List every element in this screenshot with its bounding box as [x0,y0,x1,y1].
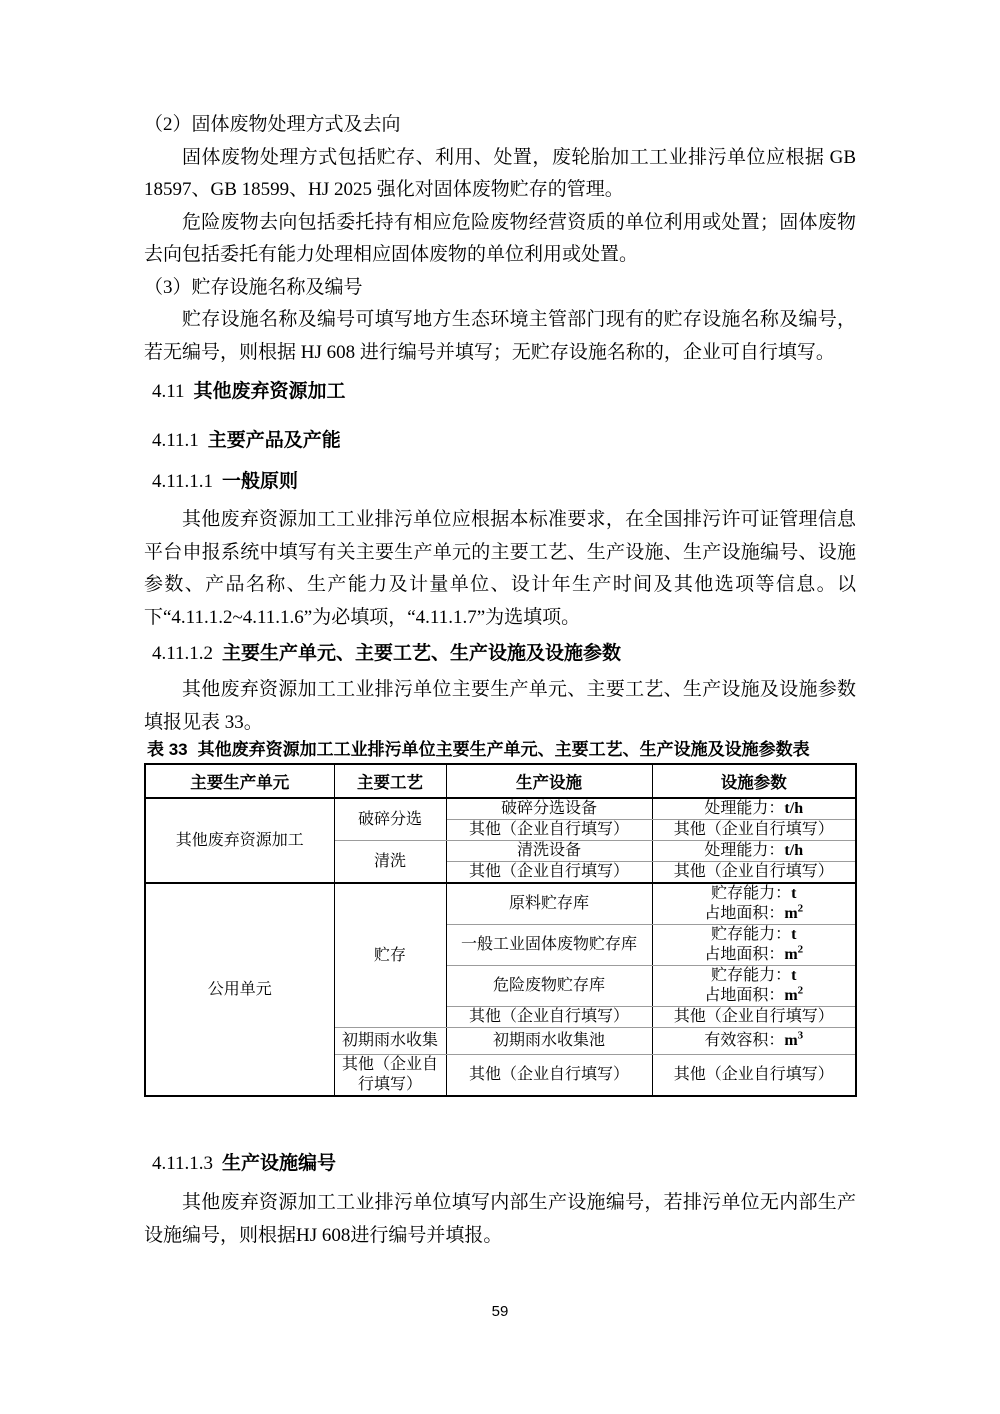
paragraph-solid-waste-handling: 固体废物处理方式包括贮存、利用、处置，废轮胎加工工业排污单位应根据 GB 18597、GB 18599、HJ 2025 强化对固体废物贮存的管理。 [144,146,856,200]
cell-unit-public-utility: 公用单元 [145,883,334,1096]
param-line: 贮存能力：t [711,967,797,984]
cell-parameter: 其他（企业自行填写） [652,1007,856,1028]
cell-facility: 一般工业固体废物贮存库 [446,925,652,966]
param-line: 贮存能力：t [711,885,797,902]
paragraph-general-principles: 其他废弃资源加工工业排污单位应根据本标准要求，在全国排污许可证管理信息平台申报系统中填写有关主要生产单元的主要工艺、生产设施、生产设施编号、设施参数、产品名称、生产能力及计量单位、设计年生产时间及其他选项等信息。以下“4.11.1.2~4.11.1.6”为必填项，“4.11.1.7”为选填项。 [144,509,856,628]
section-title: 主要生产单元、主要工艺、生产设施及设施参数 [222,643,622,664]
table-caption-number: 表 33 [147,740,188,759]
section-heading-4-11-1 [152,426,856,456]
cell-parameter: 处理能力：t/h [652,841,856,862]
param-line: 占地面积：$m^2$ [704,984,804,1004]
param-line: 占地面积：$m^2$ [704,943,804,963]
section-title: 其他废弃资源加工 [193,381,346,402]
param-line: 贮存能力：t [711,926,797,943]
cell-facility: 其他（企业自行填写） [446,862,652,884]
section-number: 4.11.1 [152,430,199,451]
cell-parameter: 处理能力：t/h [652,798,856,820]
section-heading-4-11-1-1 [152,467,856,497]
table-caption [147,740,856,760]
paragraph-facility-numbering: 其他废弃资源加工工业排污单位填写内部生产设施编号，若排污单位无内部生产设施编号，则根据HJ 608进行编号并填报。 [144,1192,856,1246]
paragraph-table-reference: 其他废弃资源加工工业排污单位主要生产单元、主要工艺、生产设施及设施参数填报见表 33。 [144,679,856,733]
cell-facility: 危险废物贮存库 [446,966,652,1007]
cell-facility: 初期雨水收集池 [446,1028,652,1055]
cell-unit-other-waste-processing: 其他废弃资源加工 [145,798,334,883]
section-number: 4.11 [152,381,185,402]
cell-facility: 清洗设备 [446,841,652,862]
cell-parameter: 其他（企业自行填写） [652,1055,856,1097]
section-title: 主要产品及产能 [207,430,341,451]
column-header-production-facility: 生产设施 [446,764,652,798]
table-row [145,883,856,925]
paragraph-hazardous-waste-destination: 危险废物去向包括委托持有相应危险废物经营资质的单位利用或处置；固体废物去向包括委托有能力处理相应固体废物的单位利用或处置。 [144,211,856,265]
item-3-heading: （3）贮存设施名称及编号 [144,276,363,298]
item-2-heading: （2）固体废物处理方式及去向 [144,114,401,135]
column-header-facility-parameter: 设施参数 [652,764,856,798]
cell-facility: 原料贮存库 [446,883,652,925]
section-title: 生产设施编号 [222,1153,337,1174]
table-header-row [145,764,856,798]
section-heading-4-11-1-3 [152,1149,856,1179]
column-header-main-process: 主要工艺 [334,764,446,798]
section-title: 一般原则 [222,471,299,492]
section-heading-4-11 [152,377,856,407]
cell-process-washing: 清洗 [334,841,446,884]
cell-parameter [652,925,856,966]
column-header-production-unit: 主要生产单元 [145,764,334,798]
cell-process-initial-rainwater: 初期雨水收集 [334,1028,446,1055]
cell-process-other: 其他（企业自行填写） [334,1055,446,1097]
cell-parameter: 有效容积：$m^3$ [652,1028,856,1055]
cell-parameter [652,966,856,1007]
table-caption-title: 其他废弃资源加工工业排污单位主要生产单元、主要工艺、生产设施及设施参数表 [197,740,810,759]
paragraph-storage-facility-naming: 贮存设施名称及编号可填写地方生态环境主管部门现有的贮存设施名称及编号，若无编号，则根据 HJ 608 进行编号并填写；无贮存设施名称的，企业可自行填写。 [144,309,856,363]
cell-process-storage: 贮存 [334,883,446,1028]
cell-parameter [652,883,856,925]
table-33 [144,763,857,1097]
section-heading-4-11-1-2 [152,639,856,669]
cell-facility: 其他（企业自行填写） [446,1007,652,1028]
section-number: 4.11.1.1 [152,471,214,492]
cell-facility: 破碎分选设备 [446,798,652,820]
document-content [144,0,856,1252]
section-number: 4.11.1.2 [152,643,214,664]
cell-parameter: 其他（企业自行填写） [652,862,856,884]
page-number: 59 [491,1303,509,1320]
cell-facility: 其他（企业自行填写） [446,820,652,841]
table-row [145,798,856,820]
cell-process-crush-sort: 破碎分选 [334,798,446,841]
cell-parameter: 其他（企业自行填写） [652,820,856,841]
cell-facility: 其他（企业自行填写） [446,1055,652,1097]
param-line: 占地面积：$m^2$ [704,902,804,922]
section-number: 4.11.1.3 [152,1153,214,1174]
